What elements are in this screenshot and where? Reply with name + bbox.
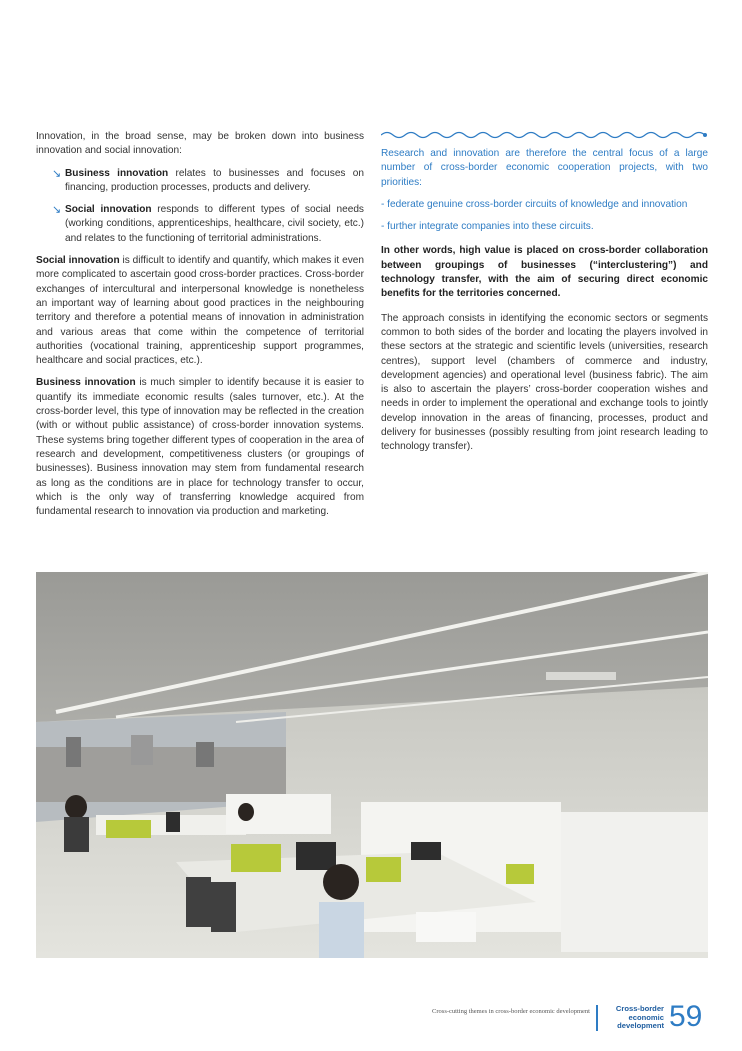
paragraph-text: is difficult to identify and quantify, which makes it even more complicated to ascertain good cross-border practices. Cross-border exchanges of intercultural and interpersonal knowledge is nonetheless an important way of learning about good practices in the neighbouring territory and therefore a potential means of innovation in administration and various areas that come within the competence of territorial authorities (vocational training, apprenticeship support programmes, healthcare and social practices, etc.). bbox=[36, 255, 364, 367]
arrow-down-right-icon: ↘ bbox=[52, 204, 62, 217]
bullet-social-innovation bbox=[36, 203, 364, 246]
priorities-intro: Research and innovation are therefore the central focus of a large number of cross-border economic cooperation projects, with two priorities: bbox=[381, 148, 708, 188]
page-number: 59 bbox=[669, 1000, 703, 1033]
paragraph-text: is much simpler to identify because it is easier to quantify its immediate economic results (sales turnover, etc.). At the cross-border level, this type of innovation may be reflected in the creation (with or without public assistance) of cross-border innovation systems. These systems bring together different types of cooperation in the area of research and development, competitiveness clusters (or groupings of businesses). Business innovation may stem from fundamental research as long as the conditions are in place for technology transfer to occur, which is the only way of transferring knowledge acquired from fundamental research to innovation via production and marketing. bbox=[36, 377, 364, 518]
priority-item: - federate genuine cross-border circuits of knowledge and innovation bbox=[381, 198, 688, 210]
arrow-down-right-icon: ↘ bbox=[52, 167, 62, 180]
bullet-term: Social innovation bbox=[65, 204, 152, 216]
priority-item: - further integrate companies into these circuits. bbox=[381, 221, 594, 233]
office-photo bbox=[36, 572, 708, 958]
right-column bbox=[381, 130, 708, 463]
wave-divider bbox=[381, 130, 708, 140]
paragraph-term: Social innovation bbox=[36, 255, 120, 267]
approach-paragraph: The approach consists in identifying the economic sectors or segments common to both sides of the border and locating the players involved in these sectors at the strategic and scientific levels (universities, research centres), support level (chambers of commerce and industry, development agencies) and operational level (business fabric). The aim is also to ascertain the players’ cross-border cooperation wishes and needs in order to implement the operational and exchange tools to jointly develop innovation in the areas of financing, processes, product and delivery for businesses (possibly resulting from joint research leading to technology transfer). bbox=[381, 312, 708, 453]
brand-line: Cross-border bbox=[615, 1004, 664, 1013]
business-innovation-paragraph bbox=[36, 376, 364, 519]
intro-paragraph: Innovation, in the broad sense, may be broken down into business innovation and social innovation: bbox=[36, 131, 364, 157]
footer-brand bbox=[600, 1005, 664, 1031]
brand-line: development bbox=[617, 1021, 664, 1031]
office-photo-image bbox=[36, 572, 708, 958]
footer-caption: Cross-cutting themes in cross-border economic development bbox=[432, 1008, 590, 1015]
paragraph-term: Business innovation bbox=[36, 377, 136, 389]
bullet-text: relates to businesses and focuses on financing, production processes, products and delivery. bbox=[65, 167, 364, 193]
social-innovation-paragraph bbox=[36, 254, 364, 368]
bullet-term: Business innovation bbox=[65, 167, 169, 179]
brand-line: economic bbox=[628, 1012, 664, 1022]
left-column bbox=[36, 130, 364, 527]
bullet-text: responds to different types of social needs (working conditions, apprenticeships, healthcare, civil society, etc.) and relates to the functioning of territorial administrations. bbox=[65, 204, 364, 244]
bullet-business-innovation bbox=[36, 167, 364, 196]
footer-divider bbox=[596, 1005, 598, 1031]
highlight-paragraph: In other words, high value is placed on cross-border collaboration between groupings of businesses (“interclustering”) and technology transfer, with the aim of securing direct economic benefits for the territories concerned. bbox=[381, 245, 708, 300]
